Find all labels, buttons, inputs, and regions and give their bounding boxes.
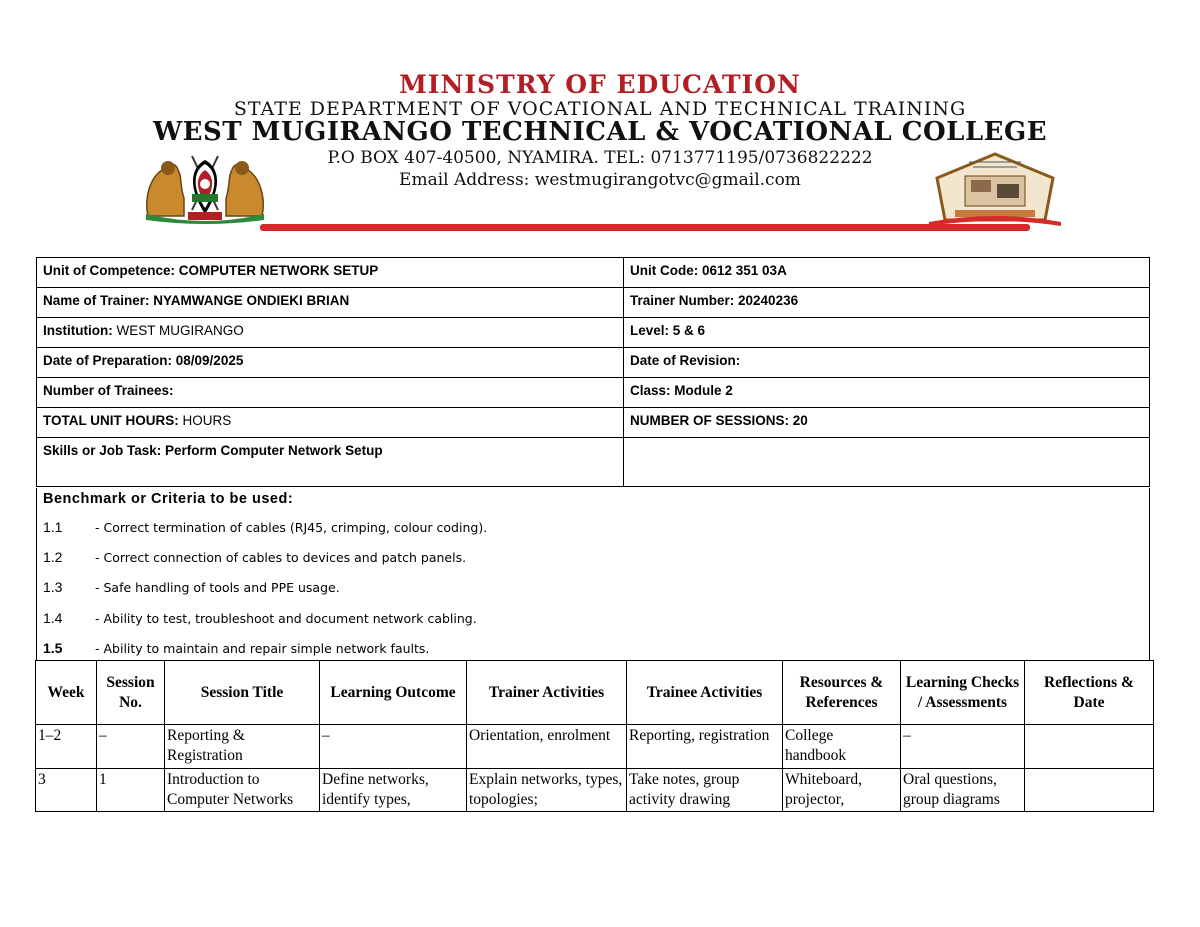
header-learning-outcome: Learning Outcome [320,661,467,725]
header-learning-checks: Learning Checks / Assessments [901,661,1025,725]
number-of-sessions: NUMBER OF SESSIONS: 20 [630,413,808,428]
cell-learning-outcome: Define networks, identify types, [320,769,467,812]
details-row [37,438,1149,487]
letterhead-divider [260,224,1030,231]
benchmark-item [43,579,340,595]
cell-reflections [1025,769,1154,812]
benchmark-number: 1.1 [43,519,63,535]
cell-resources: Whiteboard, projector, [783,769,901,812]
header-trainer-activities: Trainer Activities [467,661,627,725]
cell-trainer-activities: Explain networks, types, topologies; [467,769,627,812]
institution-value: WEST MUGIRANGO [112,323,244,338]
class: Class: Module 2 [630,383,733,398]
cell-session-title: Introduction to Computer Networks [165,769,320,812]
ministry-title: MINISTRY OF EDUCATION [399,70,801,99]
header-session-title: Session Title [165,661,320,725]
date-of-preparation: Date of Preparation: 08/09/2025 [37,348,624,377]
cell-reflections [1025,725,1154,769]
cell-week: 3 [36,769,97,812]
cell-resources: College handbook [783,725,901,769]
benchmark-item [43,610,477,626]
cell-learning-checks: Oral questions, group diagrams [901,769,1025,812]
details-row [37,318,1149,348]
details-row [37,258,1149,288]
college-logo [925,150,1065,228]
trainer-name: Name of Trainer: NYAMWANGE ONDIEKI BRIAN [37,288,624,317]
total-hours-label: TOTAL UNIT HOURS: [43,413,179,428]
benchmark-title: Benchmark or Criteria to be used: [43,491,294,507]
benchmark-section [36,488,1150,660]
details-row [37,378,1149,408]
cell-trainer-activities: Orientation, enrolment [467,725,627,769]
college-address: P.O BOX 407-40500, NYAMIRA. TEL: 0713771195/0736822222 [327,148,873,168]
benchmark-number: 1.5 [43,640,63,656]
benchmark-number: 1.3 [43,579,63,595]
benchmark-number: 1.2 [43,549,63,565]
unit-code: Unit Code: 0612 351 03A [630,263,787,278]
benchmark-text: - Correct connection of cables to devices and patch panels. [95,550,467,565]
date-of-revision: Date of Revision: [630,353,741,368]
cell-trainee-activities: Take notes, group activity drawing [627,769,783,812]
header-reflections: Reflections & Date [1025,661,1154,725]
cell-session-no: 1 [97,769,165,812]
cell-week: 1–2 [36,725,97,769]
institution-label: Institution: [43,323,113,338]
table-header-row [36,661,1154,725]
details-row [37,348,1149,378]
unit-details-table [36,257,1150,487]
skills-job-task: Skills or Job Task: Perform Computer Network Setup [37,438,624,486]
benchmark-text: - Ability to maintain and repair simple network faults. [95,641,430,656]
details-row [37,288,1149,318]
cell-learning-checks: – [901,725,1025,769]
level: Level: 5 & 6 [630,323,706,338]
benchmark-text: - Correct termination of cables (RJ45, crimping, colour coding). [95,520,488,535]
header-session-no: Session No. [97,661,165,725]
table-row [36,769,1154,812]
college-title: WEST MUGIRANGO TECHNICAL & VOCATIONAL COLLEGE [152,117,1048,147]
coat-of-arms-logo [140,148,270,224]
total-unit-hours [37,408,624,437]
header-resources: Resources & References [783,661,901,725]
college-email: Email Address: westmugirangotvc@gmail.com [399,170,801,190]
header-week: Week [36,661,97,725]
cell-session-title: Reporting & Registration [165,725,320,769]
benchmark-item [43,519,487,535]
cell-trainee-activities: Reporting, registration [627,725,783,769]
skills-empty-cell [624,438,1149,486]
cell-learning-outcome: – [320,725,467,769]
institution [37,318,624,347]
details-row [37,408,1149,438]
letterhead [0,0,1200,250]
number-of-trainees: Number of Trainees: [37,378,624,407]
trainer-number: Trainer Number: 20240236 [630,293,799,308]
unit-of-competence: Unit of Competence: COMPUTER NETWORK SETUP [37,258,624,287]
header-trainee-activities: Trainee Activities [627,661,783,725]
benchmark-text: - Safe handling of tools and PPE usage. [95,580,340,595]
department-title: STATE DEPARTMENT OF VOCATIONAL AND TECHNICAL TRAINING [233,98,967,120]
total-hours-value: HOURS [178,413,232,428]
session-plan-table [35,660,1154,812]
benchmark-item [43,549,466,565]
benchmark-text: - Ability to test, troubleshoot and document network cabling. [95,611,477,626]
cell-session-no: – [97,725,165,769]
benchmark-number: 1.4 [43,610,63,626]
table-row [36,725,1154,769]
benchmark-item [43,640,429,656]
